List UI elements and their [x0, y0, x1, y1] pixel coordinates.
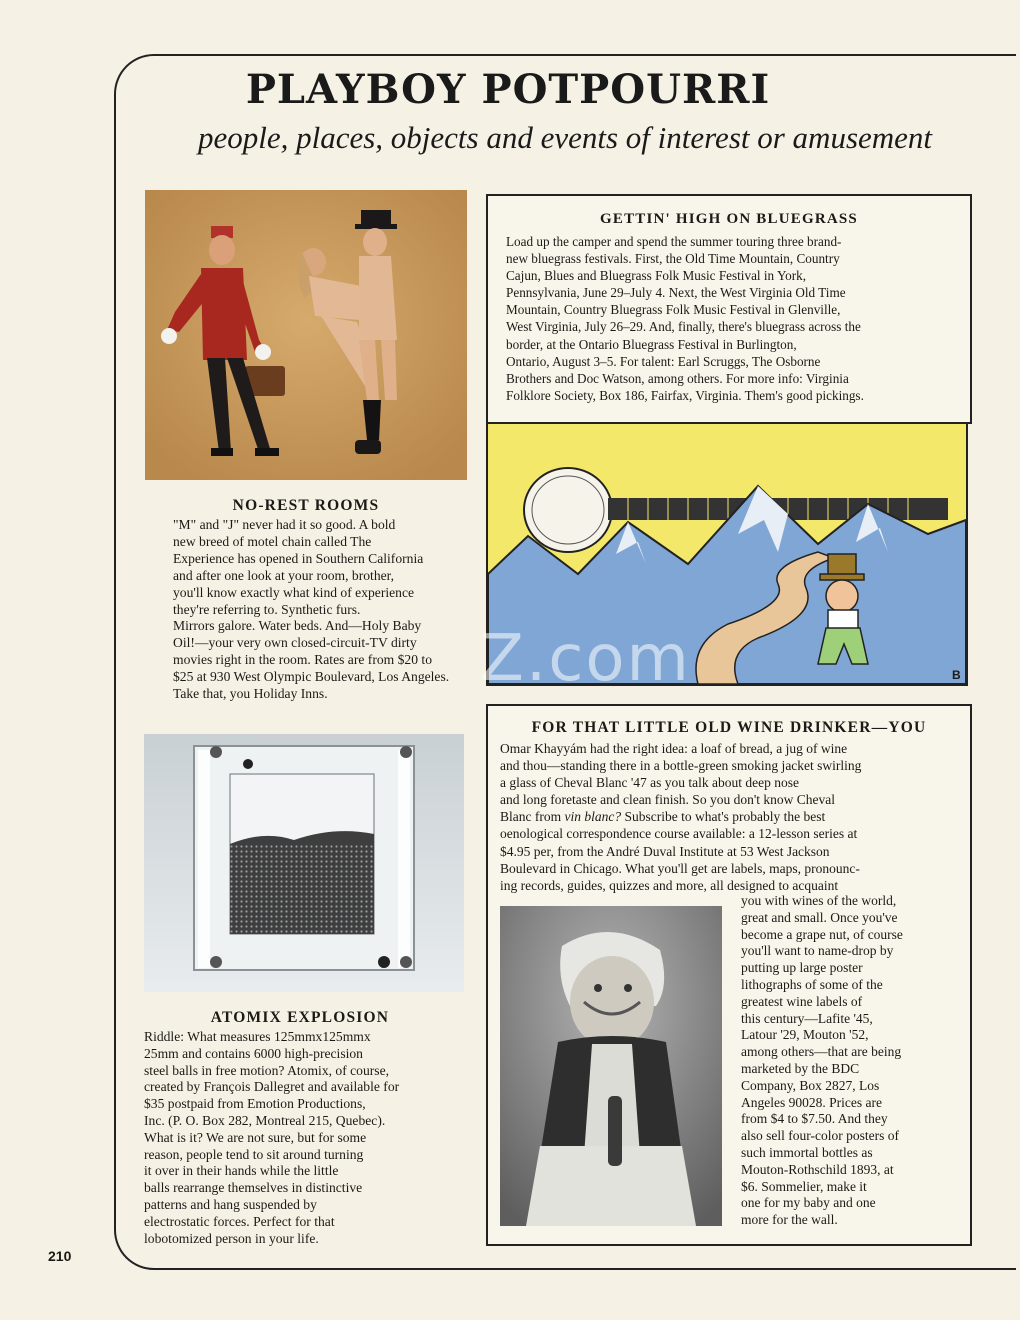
- wine-narrow-line: also sell four-color posters of: [741, 1128, 899, 1144]
- atomix-photo: [144, 734, 464, 992]
- norest-body: [173, 517, 473, 703]
- bluegrass-line: border, at the Ontario Bluegrass Festival in Burlington,: [506, 336, 797, 352]
- wine-line: a glass of Cheval Blanc '47 as you talk about deep nose: [500, 775, 799, 791]
- wine-drinker-photo: [500, 906, 722, 1226]
- wine-italic-text: vin blanc?: [564, 809, 622, 825]
- wine-narrow-line: you'll want to name-drop by: [741, 943, 894, 959]
- wine-line: Omar Khayyám had the right idea: a loaf of bread, a jug of wine: [500, 741, 848, 756]
- atomix-line: balls rearrange themselves in distinctive: [144, 1180, 363, 1196]
- wine-narrow-line: you with wines of the world,: [741, 893, 897, 908]
- atomix-line: What is it? We are not sure, but for some: [144, 1129, 367, 1145]
- wine-narrow-line: Latour '29, Mouton '52,: [741, 1027, 869, 1043]
- bluegrass-body: [506, 233, 956, 404]
- illustration-credit: B: [952, 668, 961, 682]
- bluegrass-line: Brothers and Doc Watson, among others. For more info: Virginia: [506, 370, 849, 386]
- atomix-line: lobotomized person in your life.: [144, 1230, 319, 1246]
- atomix-line: $35 postpaid from Emotion Productions,: [144, 1096, 366, 1112]
- wine-narrow-line: such immortal bottles as: [741, 1144, 873, 1160]
- atomix-line: created by François Dallegret and available for: [144, 1079, 400, 1095]
- atomix-line: Riddle: What measures 125mmx125mmx: [144, 1029, 371, 1044]
- wine-narrow-line: one for my baby and one: [741, 1195, 876, 1211]
- atomix-line: electrostatic forces. Perfect for that: [144, 1213, 335, 1229]
- wine-body-narrow: [741, 893, 963, 1229]
- norest-line: Mirrors galore. Water beds. And—Holy Baby: [173, 618, 422, 634]
- wine-narrow-line: from $4 to $7.50. And they: [741, 1111, 888, 1127]
- atomix-line: reason, people tend to sit around turning: [144, 1146, 364, 1162]
- page-subtitle: people, places, objects and events of interest or amusement: [197, 120, 933, 155]
- norest-line: you'll know exactly what kind of experience: [173, 584, 415, 600]
- wine-line: Boulevard in Chicago. What you'll get are labels, maps, pronounc-: [500, 860, 860, 876]
- wine-body-full: [500, 740, 962, 894]
- wine-narrow-line: more for the wall.: [741, 1212, 838, 1228]
- atomix-line: steel balls in free motion? Atomix, of course,: [144, 1062, 390, 1078]
- bluegrass-line: new bluegrass festivals. First, the Old Time Mountain, Country: [506, 251, 840, 267]
- atomix-body: [144, 1029, 464, 1247]
- wine-narrow-line: marketed by the BDC: [741, 1060, 860, 1076]
- bluegrass-line: Ontario, August 3–5. For talent: Earl Scruggs, The Osborne: [506, 353, 821, 369]
- bluegrass-line: Cajun, Blues and Bluegrass Folk Music Festival in York,: [506, 268, 807, 284]
- atomix-line: it over in their hands while the little: [144, 1163, 339, 1179]
- wine-narrow-line: great and small. Once you've: [741, 909, 898, 925]
- norest-line: and after one look at your room, brother,: [173, 567, 395, 583]
- old-man-etching-image: [500, 906, 722, 1226]
- wine-narrow-line: Mouton-Rothschild 1893, at: [741, 1161, 894, 1177]
- atomix-line: Inc. (P. O. Box 282, Montreal 215, Quebec).: [144, 1112, 386, 1128]
- norest-line: movies right in the room. Rates are from $20 to: [173, 652, 432, 668]
- norest-line: they're referring to. Synthetic furs.: [173, 601, 361, 617]
- norest-line: Take that, you Holiday Inns.: [173, 686, 328, 702]
- wine-narrow-line: Angeles 90028. Prices are: [741, 1094, 882, 1110]
- norest-heading: NO-REST ROOMS: [232, 497, 380, 514]
- atomix-heading: ATOMIX EXPLOSION: [210, 1009, 390, 1026]
- bluegrass-heading: GETTIN' HIGH ON BLUEGRASS: [600, 211, 858, 227]
- wine-narrow-line: Company, Box 2827, Los: [741, 1077, 880, 1093]
- norest-line: new breed of motel chain called The: [173, 533, 372, 549]
- wine-line: oenological correspondence course available: a 12-lesson series at: [500, 826, 858, 842]
- bluegrass-line: Pennsylvania, June 29–July 4. Next, the West Virginia Old Time: [506, 285, 846, 301]
- wine-line: $4.95 per, from the André Duval Institute at 53 West Jackson: [500, 843, 830, 859]
- atomix-line: 25mm and contains 6000 high-precision: [144, 1045, 363, 1061]
- wine-heading: FOR THAT LITTLE OLD WINE DRINKER—YOU: [531, 719, 927, 736]
- bluegrass-line: Mountain, Country Bluegrass Folk Music Festival in Glenville,: [506, 302, 841, 318]
- bluegrass-line: Folklore Society, Box 186, Fairfax, Virginia. Them's good pickings.: [506, 387, 864, 403]
- wine-text: Blanc from: [500, 809, 562, 825]
- watermark: Z.com: [480, 622, 691, 696]
- norest-line: Oil!—your very own closed-circuit-TV dirty: [173, 635, 417, 651]
- wine-narrow-line: putting up large poster: [741, 960, 863, 976]
- wine-narrow-line: greatest wine labels of: [741, 993, 863, 1009]
- wine-line: [500, 808, 962, 825]
- motel-photo: [145, 190, 467, 480]
- wine-text: Subscribe to what's probably the best: [624, 809, 826, 825]
- motel-photo-image: [145, 190, 467, 480]
- page-number: 210: [48, 1248, 72, 1264]
- atomix-cube-image: [144, 734, 464, 992]
- bluegrass-line: West Virginia, July 26–29. And, finally, there's bluegrass across the: [506, 319, 861, 335]
- norest-line: "M" and "J" never had it so good. A bold: [173, 517, 396, 532]
- wine-narrow-line: become a grape nut, of course: [741, 926, 903, 942]
- wine-line: and thou—standing there in a bottle-green smoking jacket swirling: [500, 758, 862, 774]
- atomix-line: patterns and hang suspended by: [144, 1196, 317, 1212]
- wine-narrow-line: lithographs of some of the: [741, 976, 883, 992]
- wine-narrow-line: among others—that are being: [741, 1044, 902, 1060]
- norest-line: $25 at 930 West Olympic Boulevard, Los Angeles.: [173, 669, 450, 685]
- wine-line: and long foretaste and clean finish. So you don't know Cheval: [500, 792, 835, 808]
- wine-narrow-line: this century—Lafite '45,: [741, 1010, 873, 1026]
- norest-line: Experience has opened in Southern California: [173, 550, 424, 566]
- bluegrass-line: Load up the camper and spend the summer touring three brand-: [506, 234, 842, 249]
- wine-line: ing records, guides, quizzes and more, all designed to acquaint: [500, 877, 839, 893]
- wine-narrow-line: $6. Sommelier, make it: [741, 1178, 867, 1194]
- page-title: PLAYBOY POTPOURRI: [245, 66, 771, 113]
